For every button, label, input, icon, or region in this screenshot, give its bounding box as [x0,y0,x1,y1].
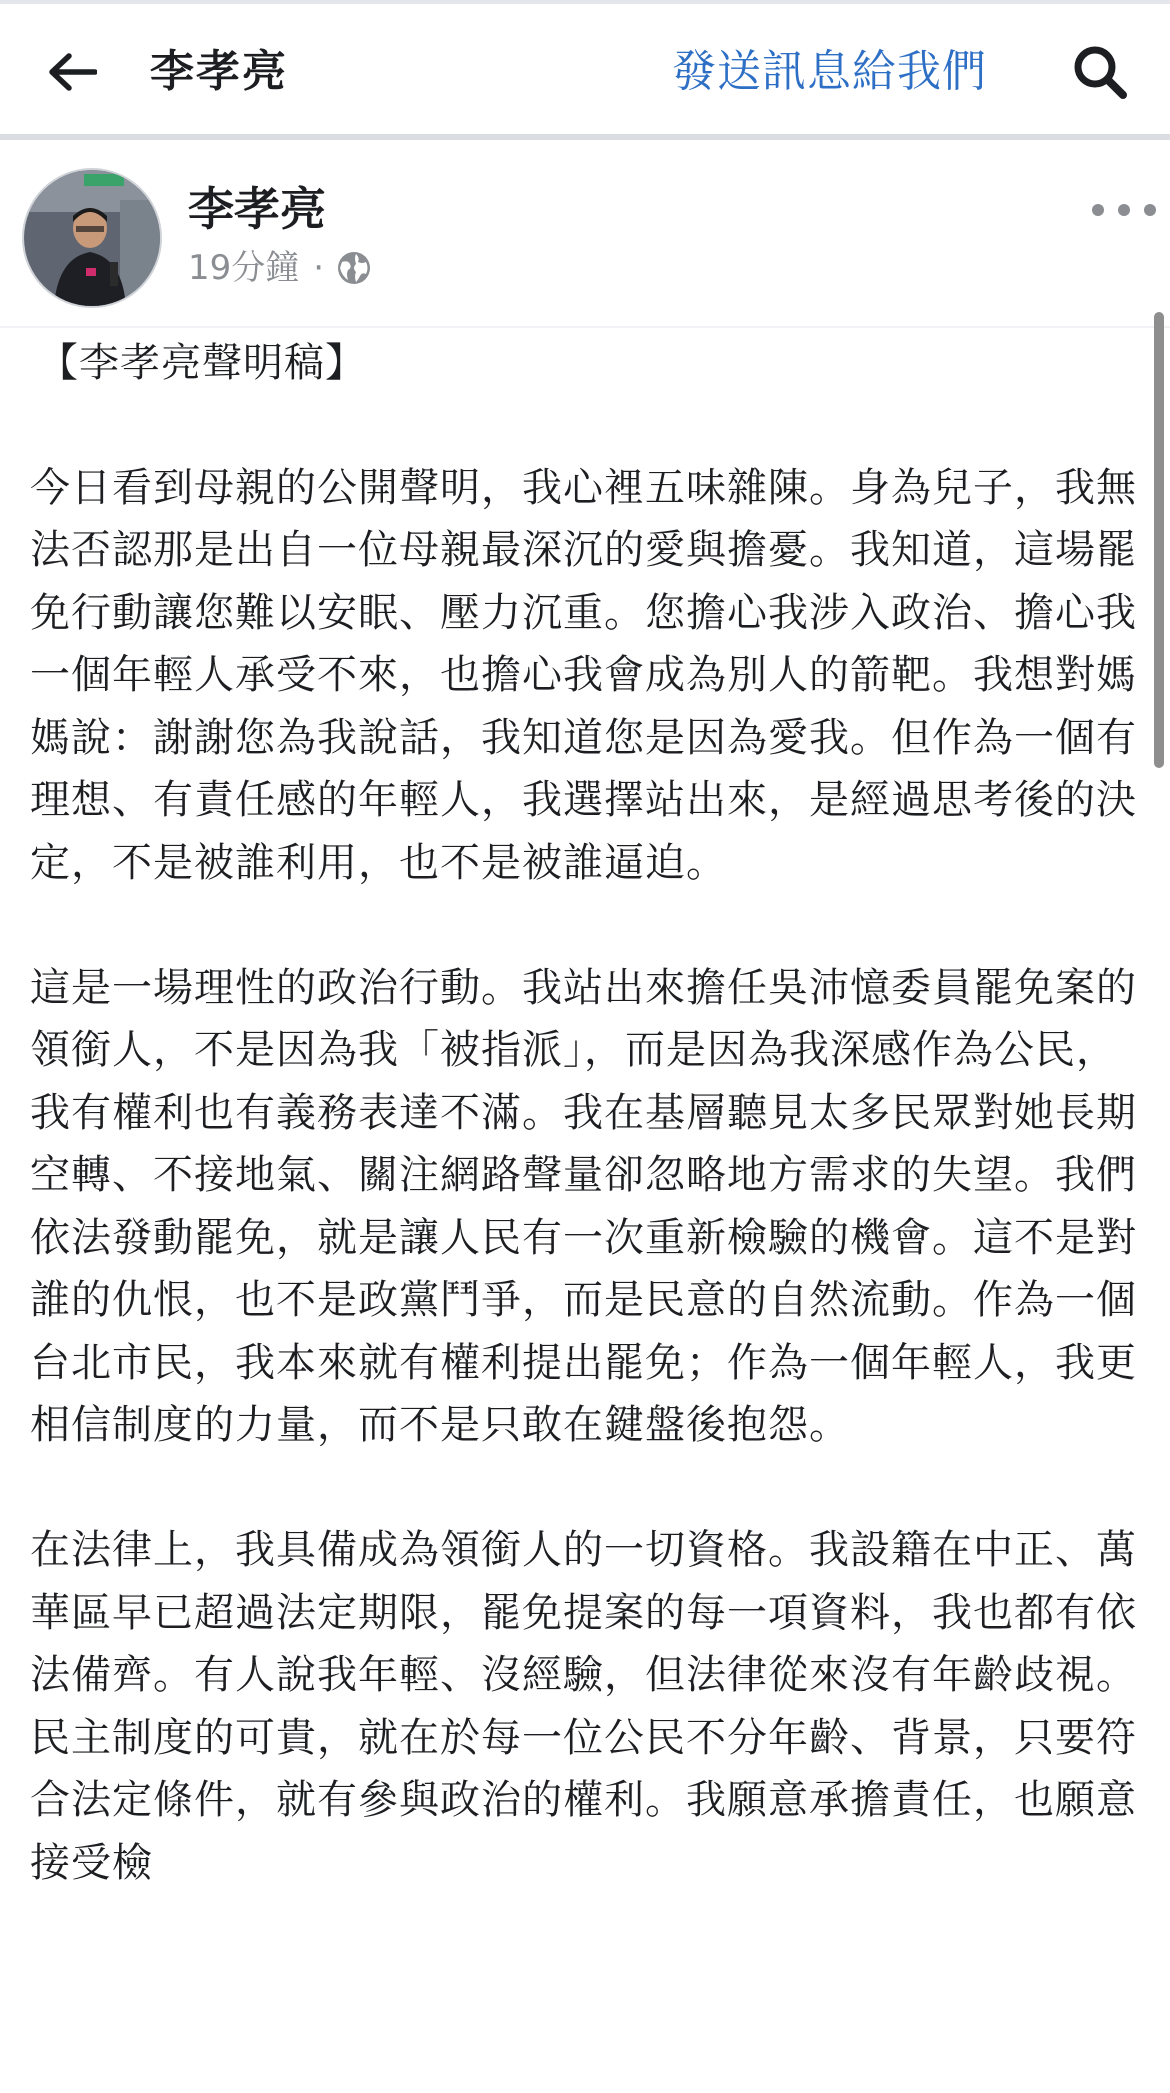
more-horizontal-icon [1092,204,1104,216]
more-dot [1118,204,1130,216]
post-paragraph: 在法律上，我具備成為領銜人的一切資格。我設籍在中正、萬華區早已超過法定期限，罷免提案的每一項資料，我也都有依法備齊。有人說我年輕、沒經驗，但法律從來沒有年齡歧視。民主制度的可貴，就在於每一位公民不分年齡、背景，只要符合法定條件，就有參與政治的權利。我願意承擔責任，也願意接受檢 [30,1527,1137,1886]
post-author[interactable]: 李孝亮 [188,182,326,236]
scrollbar[interactable] [1154,312,1164,768]
more-options-button[interactable] [1092,192,1156,228]
back-button[interactable] [36,36,108,108]
arrow-left-icon [47,52,97,92]
post-paragraph: 今日看到母親的公開聲明，我心裡五味雜陳。身為兒子，我無法否認那是出自一位母親最深沉的愛與擔憂。我知道，這場罷免行動讓您難以安眠、壓力沉重。您擔心我涉入政治、擔心我一個年輕人承受不來，也擔心我會成為別人的箭靶。我想對媽媽說：謝謝您為我說話，我知道您是因為愛我。但作為一個有理想、有責任感的年輕人，我選擇站出來，是經過思考後的決定，不是被誰利用，也不是被誰逼迫。 [30,464,1137,886]
search-button[interactable] [1064,36,1136,108]
avatar[interactable] [22,168,162,308]
post-time[interactable]: 19分鐘 [188,248,300,288]
meta-separator: · [313,248,325,288]
post-title: 【李孝亮聲明稿】 [38,340,366,386]
top-bar [0,0,1170,140]
post-meta [188,246,372,290]
globe-icon [336,250,372,286]
more-dot [1144,204,1156,216]
post-header [0,140,1170,328]
post-paragraph: 這是一場理性的政治行動。我站出來擔任吳沛憶委員罷免案的領銜人，不是因為我「被指派」，而是因為我深感作為公民，我有權利也有義務表達不滿。我在基層聽見太多民眾對她長期空轉、不接地氣、關注網路聲量卻忽略地方需求的失望。我們依法發動罷免，就是讓人民有一次重新檢驗的機會。這不是對誰的仇恨，也不是政黨鬥爭，而是民意的自然流動。作為一個台北市民，我本來就有權利提出罷免；作為一個年輕人，我更相信制度的力量，而不是只敢在鍵盤後抱怨。 [30,964,1137,1448]
search-icon [1072,44,1128,100]
send-message-button[interactable]: 發送訊息給我們 [672,46,987,97]
page-title[interactable]: 李孝亮 [150,46,288,97]
post-body [30,332,1150,1957]
profile-photo [24,170,160,306]
